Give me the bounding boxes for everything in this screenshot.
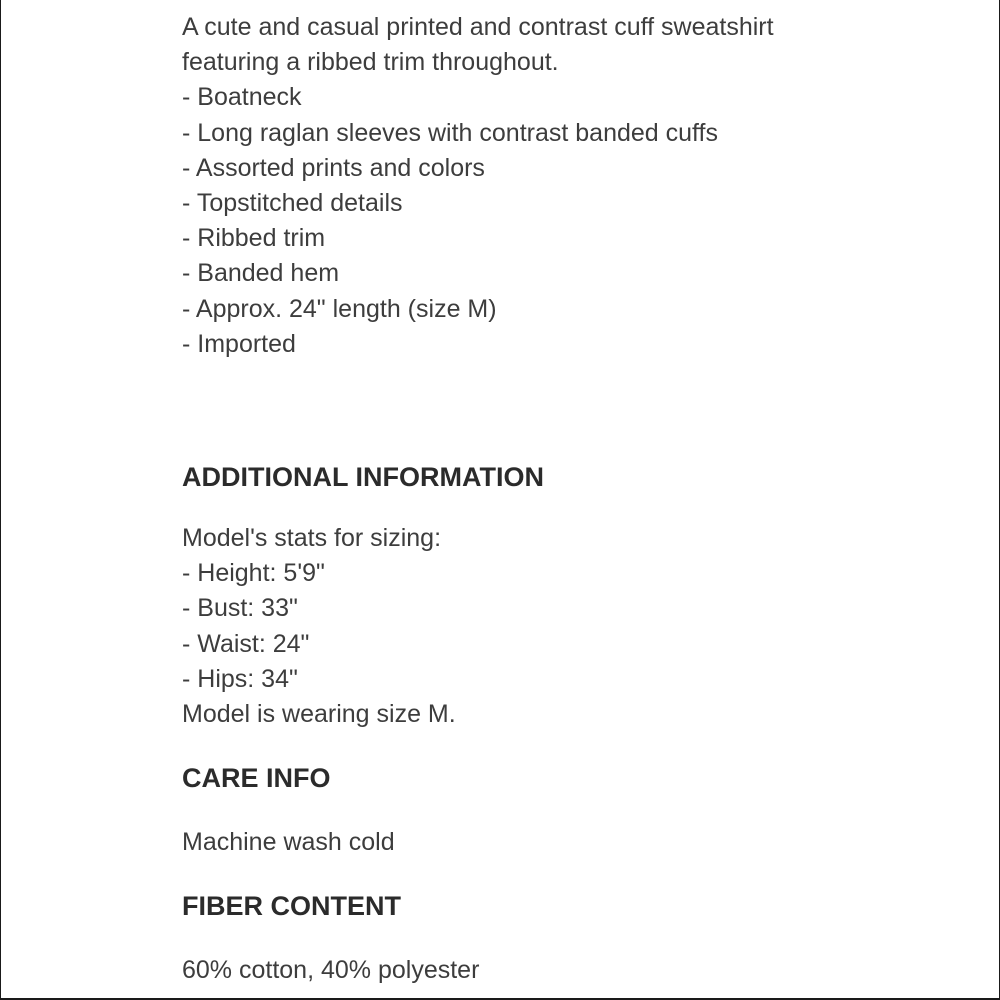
additional-info-section [182,521,962,732]
feature-item-topstitched: - Topstitched details [182,189,403,218]
feature-item-banded-hem: - Banded hem [182,259,340,288]
model-stat-hips: - Hips: 34" [182,664,298,693]
fiber-content-text: 60% cotton, 40% polyester [182,956,480,985]
feature-item-sleeves: - Long raglan sleeves with contrast banded cuffs [182,118,718,147]
model-stat-bust: - Bust: 33" [182,594,298,623]
additional-info-heading: ADDITIONAL INFORMATION [182,462,544,493]
description-line: featuring a ribbed trim throughout. [182,48,559,77]
feature-item-ribbed-trim: - Ribbed trim [182,224,326,253]
model-stat-waist: - Waist: 24" [182,629,310,658]
feature-item-imported: - Imported [182,329,296,358]
description-section [182,10,962,362]
model-size-note: Model is wearing size M. [182,700,456,729]
fiber-content-heading: FIBER CONTENT [182,891,401,922]
care-info-text: Machine wash cold [182,828,395,857]
feature-item-length: - Approx. 24" length (size M) [182,294,497,323]
model-stats-intro: Model's stats for sizing: [182,524,442,553]
feature-item-boatneck: - Boatneck [182,83,302,112]
care-info-heading: CARE INFO [182,763,331,794]
description-line: A cute and casual printed and contrast cuff sweatshirt [182,13,774,41]
product-details [182,10,962,989]
feature-item-prints: - Assorted prints and colors [182,153,485,182]
model-stat-height: - Height: 5'9" [182,559,325,588]
